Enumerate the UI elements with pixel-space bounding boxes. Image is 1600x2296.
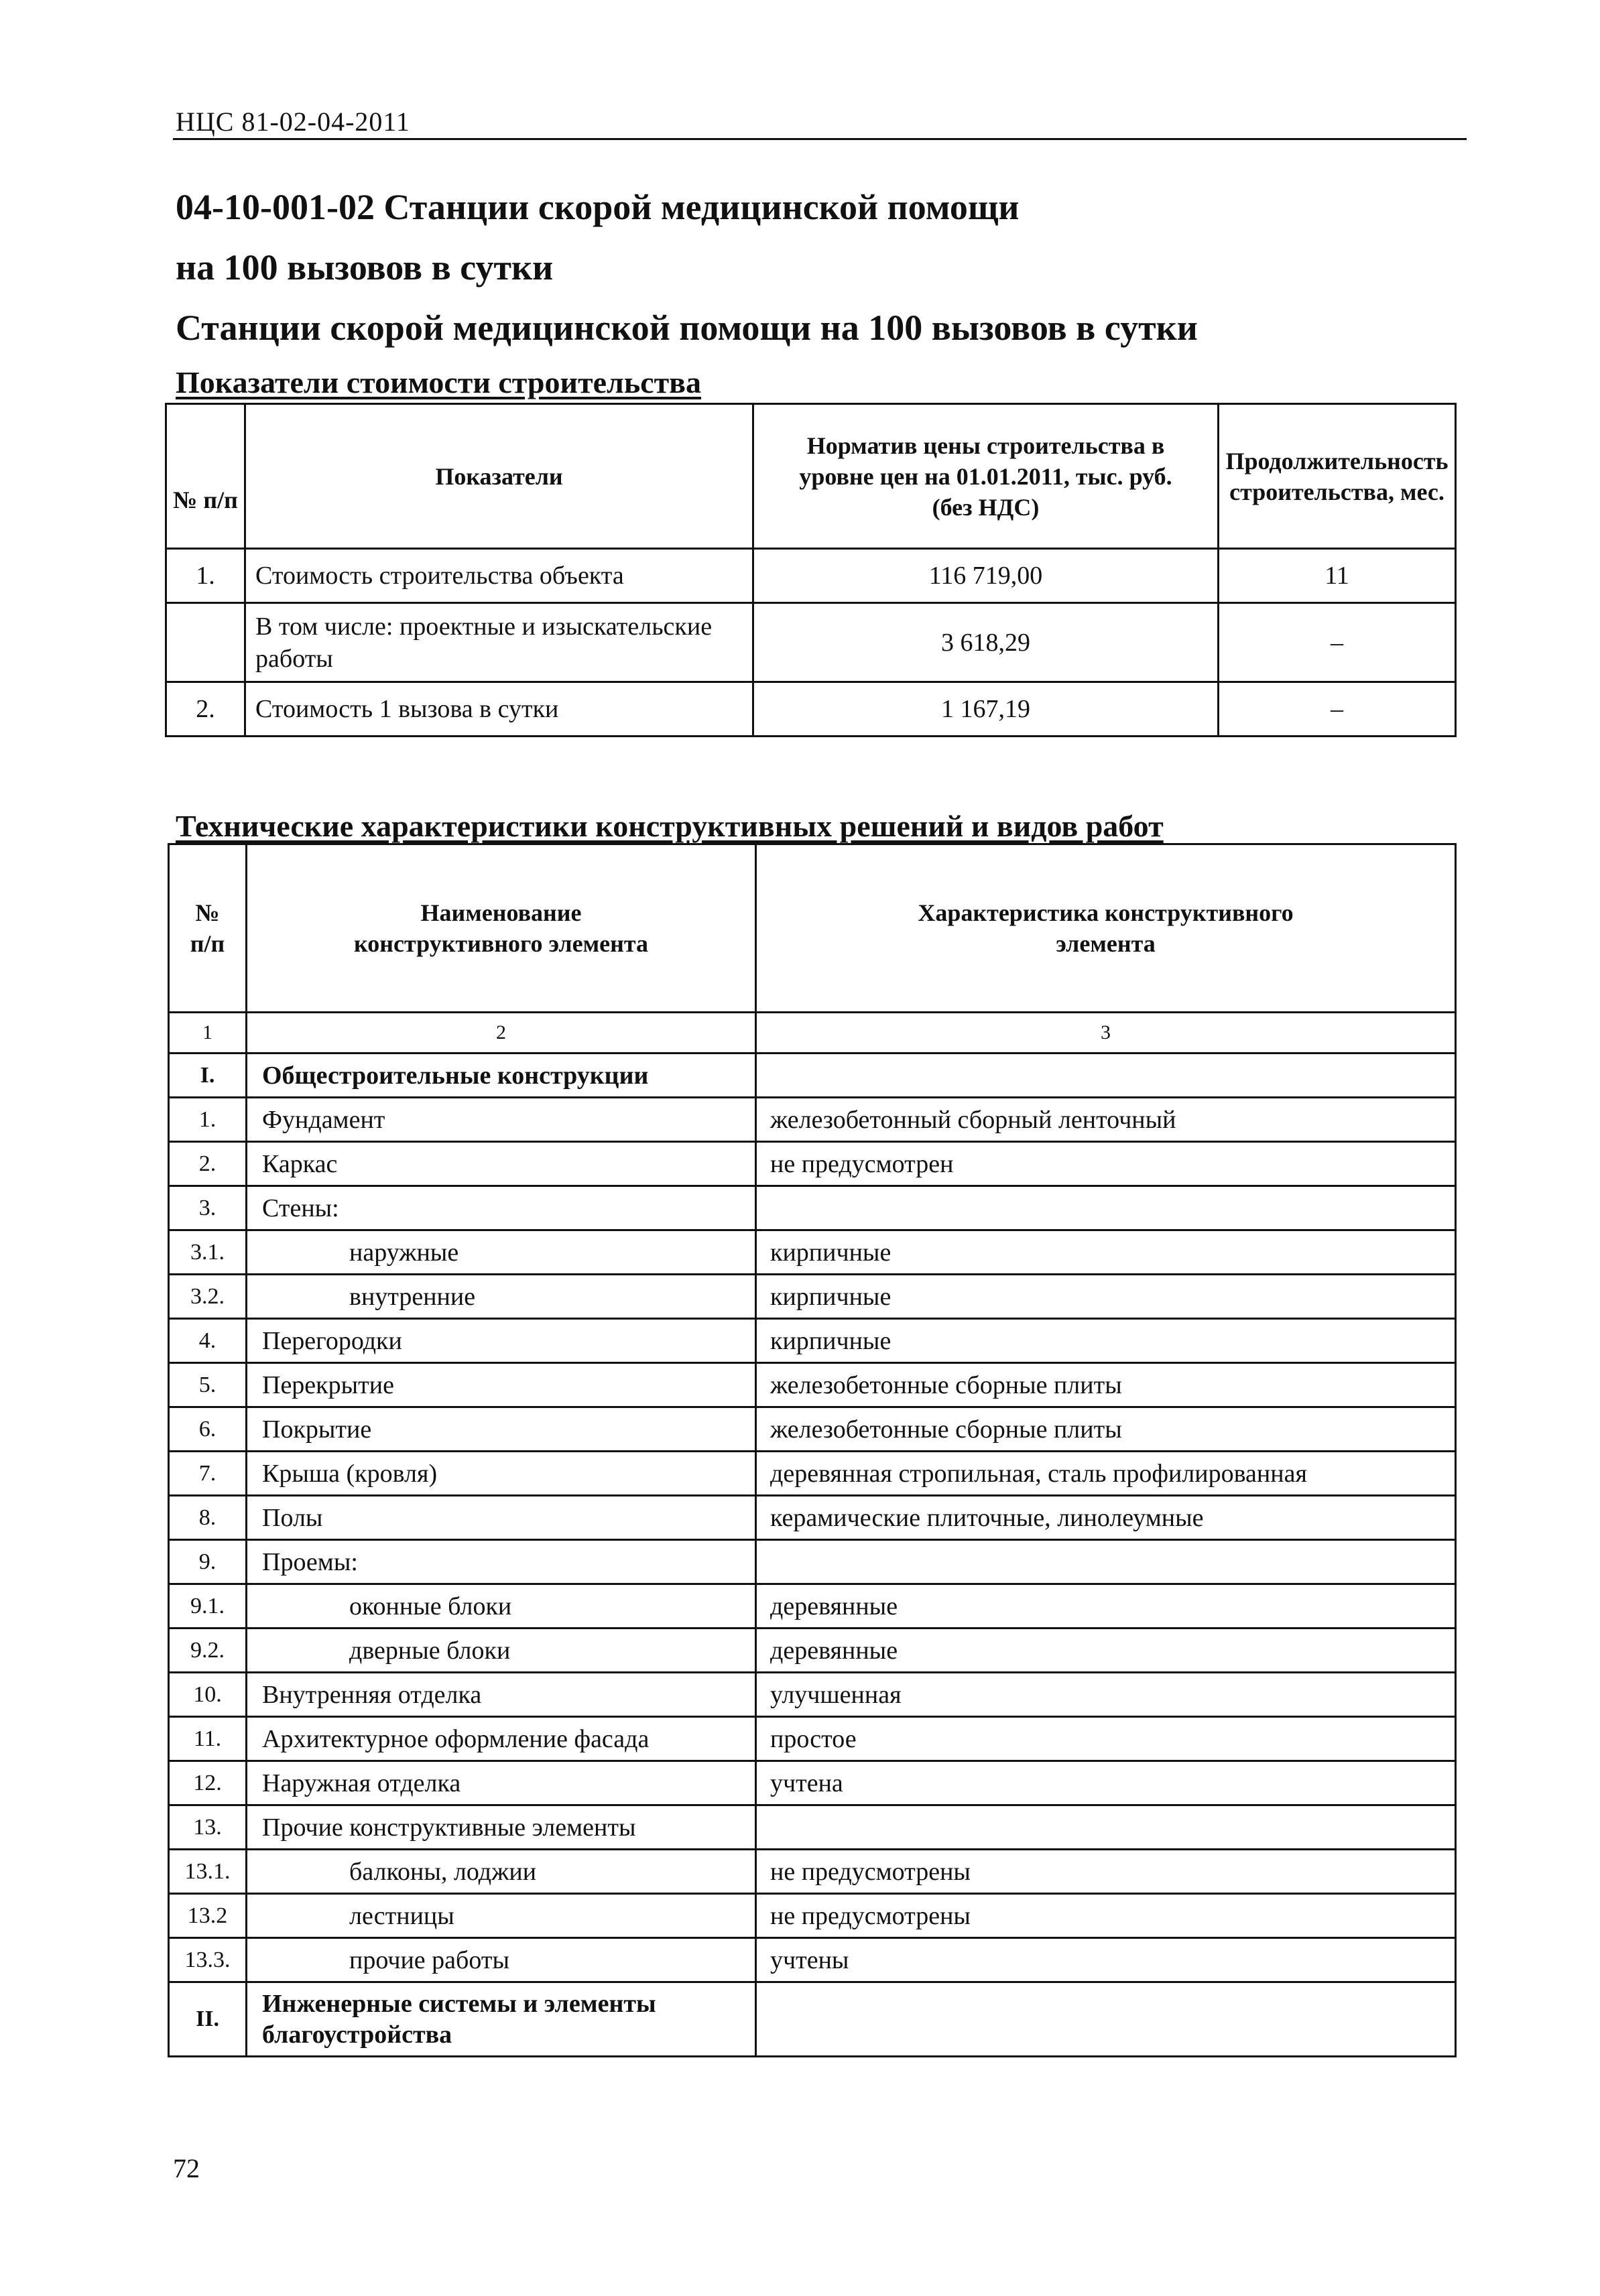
col-number: 1: [169, 1013, 247, 1054]
table-row: [169, 1982, 1456, 2057]
row-char: деревянная стропильная, сталь профилированная: [756, 1452, 1456, 1496]
row-no: 3.1.: [169, 1230, 247, 1275]
row-no: 3.2.: [169, 1275, 247, 1319]
table-row: [169, 1629, 1456, 1673]
row-no: 9.2.: [169, 1629, 247, 1673]
table-row: [169, 1938, 1456, 1982]
row-char: кирпичные: [756, 1275, 1456, 1319]
row-name: внутренние: [247, 1275, 756, 1319]
row-name: Стоимость 1 вызова в сутки: [245, 682, 753, 737]
row-name: оконные блоки: [247, 1584, 756, 1629]
row-no: 5.: [169, 1363, 247, 1407]
table-row: [166, 603, 1456, 682]
row-name: наружные: [247, 1230, 756, 1275]
column-numbers-row: [169, 1013, 1456, 1054]
header-rule: [173, 138, 1467, 140]
table-row: [169, 1761, 1456, 1805]
row-no: 3.: [169, 1186, 247, 1230]
row-no: 13.1.: [169, 1850, 247, 1894]
col-header-duration: Продолжительность строительства, мес.: [1219, 404, 1456, 549]
row-no: 9.1.: [169, 1584, 247, 1629]
row-duration: 11: [1219, 549, 1456, 603]
row-name: Стены:: [247, 1186, 756, 1230]
table-row: [169, 1584, 1456, 1629]
row-no: 1.: [166, 549, 245, 603]
col-header-no: № п/п: [166, 404, 245, 549]
row-name: Крыша (кровля): [247, 1452, 756, 1496]
row-no: 12.: [169, 1761, 247, 1805]
row-no: 6.: [169, 1407, 247, 1452]
row-char: кирпичные: [756, 1319, 1456, 1363]
table-row: [169, 1054, 1456, 1098]
row-char: [756, 1805, 1456, 1850]
row-name: Стоимость строительства объекта: [245, 549, 753, 603]
row-no: 10.: [169, 1673, 247, 1717]
row-no: 2.: [169, 1142, 247, 1186]
title-line-2: на 100 вызовов в сутки: [176, 247, 554, 288]
document-code: НЦС 81-02-04-2011: [176, 107, 410, 137]
row-char: железобетонные сборные плиты: [756, 1407, 1456, 1452]
table-row: [169, 1142, 1456, 1186]
row-no: 13.3.: [169, 1938, 247, 1982]
row-name: прочие работы: [247, 1938, 756, 1982]
row-char: железобетонные сборные плиты: [756, 1363, 1456, 1407]
row-name: Общестроительные конструкции: [247, 1054, 756, 1098]
row-name: В том числе: проектные и изыскательские работы: [245, 603, 753, 682]
table-row: [166, 682, 1456, 737]
row-char: учтена: [756, 1761, 1456, 1805]
table-row: [169, 1230, 1456, 1275]
row-price: 3 618,29: [753, 603, 1219, 682]
row-name: Внутренняя отделка: [247, 1673, 756, 1717]
row-char: [756, 1186, 1456, 1230]
row-char: не предусмотрен: [756, 1142, 1456, 1186]
table-row: [169, 1805, 1456, 1850]
row-no: [166, 603, 245, 682]
table-row: [169, 1186, 1456, 1230]
table-row: [169, 1363, 1456, 1407]
row-no: 9.: [169, 1540, 247, 1584]
row-char: деревянные: [756, 1584, 1456, 1629]
table-row: [169, 1452, 1456, 1496]
row-char: улучшенная: [756, 1673, 1456, 1717]
tech-table: [168, 843, 1457, 2057]
col-header-no: № п/п: [169, 844, 247, 1013]
row-no: 2.: [166, 682, 245, 737]
table-row: [166, 549, 1456, 603]
col-header-char: Характеристика конструктивного элемента: [756, 844, 1456, 1013]
row-duration: –: [1219, 603, 1456, 682]
row-char: [756, 1540, 1456, 1584]
row-no: 13.: [169, 1805, 247, 1850]
row-name: Фундамент: [247, 1098, 756, 1142]
row-char: деревянные: [756, 1629, 1456, 1673]
tech-section-title: Технические характеристики конструктивных решений и видов работ: [176, 809, 1164, 843]
row-name: лестницы: [247, 1894, 756, 1938]
cost-table: [165, 403, 1457, 737]
table-row: [169, 1894, 1456, 1938]
row-no: 11.: [169, 1717, 247, 1761]
row-char: не предусмотрены: [756, 1850, 1456, 1894]
row-price: 1 167,19: [753, 682, 1219, 737]
col-header-name: Показатели: [245, 404, 753, 549]
row-name: дверные блоки: [247, 1629, 756, 1673]
row-char: керамические плиточные, линолеумные: [756, 1496, 1456, 1540]
table-row: [169, 1673, 1456, 1717]
col-header-name: Наименование конструктивного элемента: [247, 844, 756, 1013]
table-row: [169, 1540, 1456, 1584]
row-no: I.: [169, 1054, 247, 1098]
row-name: Проемы:: [247, 1540, 756, 1584]
row-name: Перегородки: [247, 1319, 756, 1363]
row-name: Покрытие: [247, 1407, 756, 1452]
row-no: II.: [169, 1982, 247, 2057]
cost-section-title: Показатели стоимости строительства: [176, 365, 702, 399]
row-char: [756, 1054, 1456, 1098]
row-no: 8.: [169, 1496, 247, 1540]
row-char: [756, 1982, 1456, 2057]
table-row: [169, 1850, 1456, 1894]
row-name: Архитектурное оформление фасада: [247, 1717, 756, 1761]
row-char: кирпичные: [756, 1230, 1456, 1275]
row-no: 13.2: [169, 1894, 247, 1938]
row-name: Перекрытие: [247, 1363, 756, 1407]
table-row: [169, 1496, 1456, 1540]
title-line-3: Станции скорой медицинской помощи на 100 вызовов в сутки: [176, 308, 1198, 348]
table-row: [169, 1275, 1456, 1319]
row-char: железобетонный сборный ленточный: [756, 1098, 1456, 1142]
row-char: учтены: [756, 1938, 1456, 1982]
row-name: Прочие конструктивные элементы: [247, 1805, 756, 1850]
table-row: [169, 1717, 1456, 1761]
row-duration: –: [1219, 682, 1456, 737]
col-number: 2: [247, 1013, 756, 1054]
col-header-price: Норматив цены строительства в уровне цен на 01.01.2011, тыс. руб. (без НДС): [753, 404, 1219, 549]
row-name: Полы: [247, 1496, 756, 1540]
row-name: Наружная отделка: [247, 1761, 756, 1805]
table-row: [169, 1407, 1456, 1452]
row-name: балконы, лоджии: [247, 1850, 756, 1894]
table-row: [169, 1098, 1456, 1142]
col-number: 3: [756, 1013, 1456, 1054]
table-row: [169, 1319, 1456, 1363]
row-name: Каркас: [247, 1142, 756, 1186]
page-number: 72: [173, 2153, 200, 2183]
row-no: 1.: [169, 1098, 247, 1142]
row-char: не предусмотрены: [756, 1894, 1456, 1938]
row-no: 4.: [169, 1319, 247, 1363]
row-name: Инженерные системы и элементы благоустройства: [247, 1982, 756, 2057]
title-line-1: 04-10-001-02 Станции скорой медицинской помощи: [176, 187, 1020, 227]
row-price: 116 719,00: [753, 549, 1219, 603]
row-no: 7.: [169, 1452, 247, 1496]
row-char: простое: [756, 1717, 1456, 1761]
